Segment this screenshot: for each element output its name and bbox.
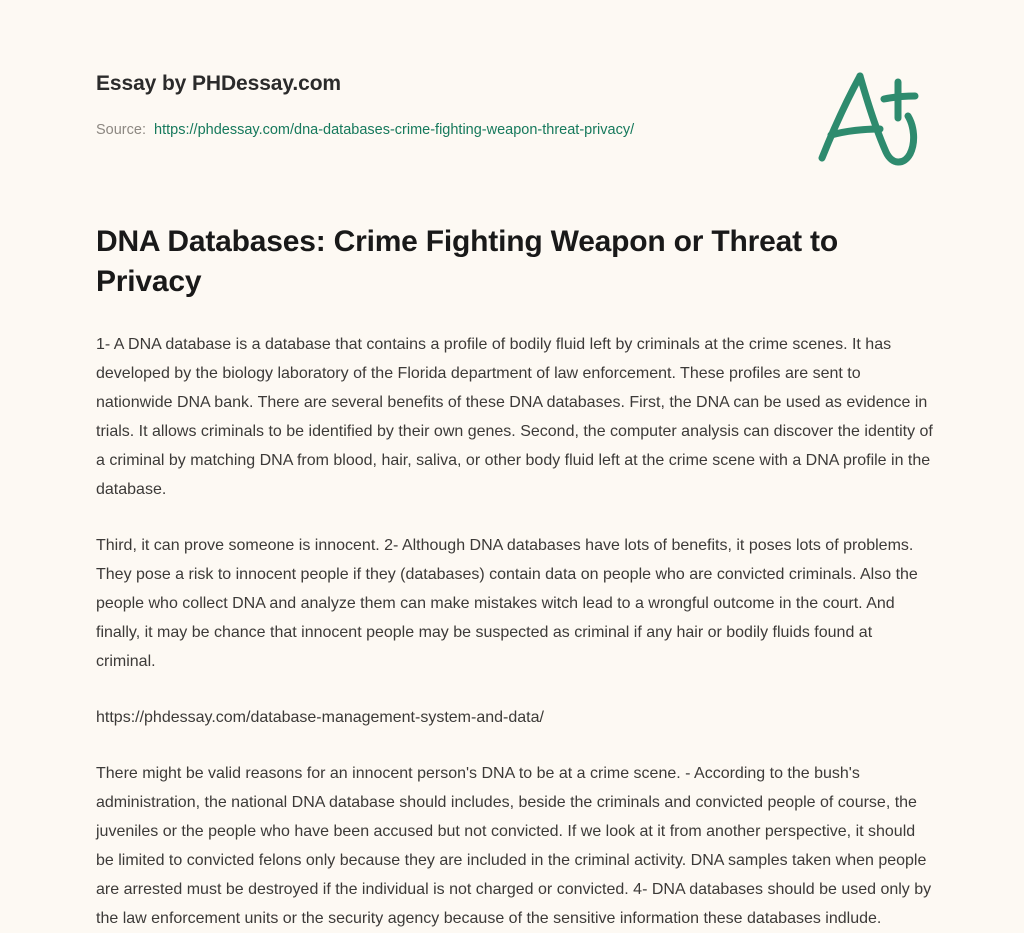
article (96, 222, 936, 933)
source-label: Source: (96, 122, 146, 138)
brand-title: Essay by PHDessay.com (96, 72, 341, 95)
article-body (96, 330, 936, 933)
page-title: DNA Databases: Crime Fighting Weapon or Threat to Privacy (96, 225, 838, 298)
body-paragraph-1: 1- A DNA database is a database that contains a profile of bodily fluid left by criminals at the crime scenes. It has developed by the biology laboratory of the Florida department of law enforcement. These profiles are sent to nationwide DNA bank. There are several benefits of these DNA databases. First, the DNA can be used as evidence in trials. It allows criminals to be identified by their own genes. Second, the computer analysis can discover the identity of a criminal by matching DNA from blood, hair, saliva, or other body fluid left at the crime scene with a DNA profile in the database. (96, 336, 933, 498)
a-plus-logo-icon (812, 66, 922, 170)
body-paragraph-2: Third, it can prove someone is innocent. 2- Although DNA databases have lots of benefits, it poses lots of problems. They pose a risk to innocent people if they (databases) contain data on people who are convicted criminals. Also the people who collect DNA and analyze them can make mistakes witch lead to a wrongful outcome in the court. And finally, it may be chance that innocent people may be suspected as criminal if any hair or bodily fluids found at criminal. (96, 537, 918, 670)
source-line (96, 120, 634, 140)
source-url-link[interactable]: https://phdessay.com/dna-databases-crime-fighting-weapon-threat-privacy/ (154, 122, 635, 138)
body-paragraph-3: There might be valid reasons for an innocent person's DNA to be at a crime scene. - According to the bush's administration, the national DNA database should includes, beside the criminals and convicted people of course, the juveniles or the people who have been accused but not convicted. If we look at it from another perspective, it should be limited to convicted felons only because they are included in the criminal activity. DNA samples taken when people are arrested must be destroyed if the individual is not charged or convicted. 4- DNA databases should be used only by the law enforcement units or the security agency because of the sensitive information these databases indlude. (96, 765, 932, 927)
body-paragraph-inline-url: https://phdessay.com/database-management-system-and-data/ (96, 709, 544, 726)
document-header (0, 0, 1024, 196)
